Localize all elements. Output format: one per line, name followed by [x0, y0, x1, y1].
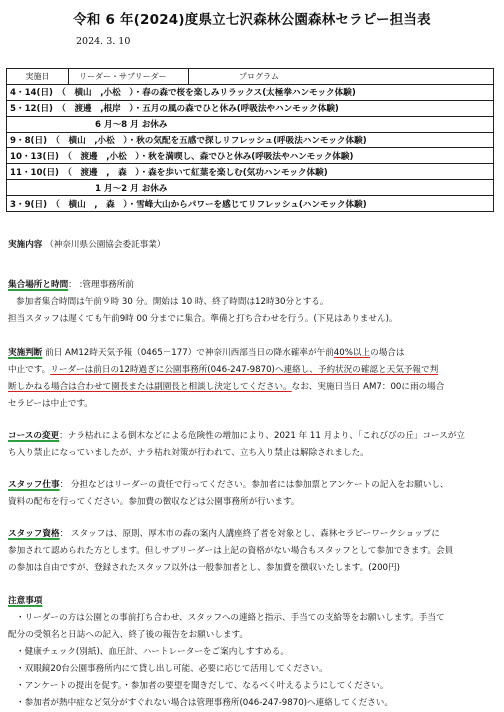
col-date: 実施日: [7, 69, 69, 85]
implementer-label: 実施内容: [8, 240, 43, 250]
meeting-label: 集合場所と時間: [8, 280, 69, 290]
meeting-line: 担当スタッフは遅くても午前9時 00 分までに集合。準備と打ち合わせを行う。(下見はありません)。: [8, 314, 398, 324]
col-program: プログラム: [189, 69, 494, 85]
leader-contact-note: リーダーは前日の12時過ぎに公園事務所(046-247-9870)へ連絡し、予約状況の確認と天気予報で判: [50, 365, 439, 375]
meeting-section: [8, 277, 498, 328]
notes-section: [8, 593, 498, 712]
schedule-row: 1 月～2 月 お休み: [7, 180, 494, 196]
note-item: 配分の受領名と日誌への記入、終了後の報告をお願いします。: [8, 630, 248, 640]
staff-qualification-label: スタッフ資格: [8, 529, 60, 539]
implementer-section: [8, 237, 498, 254]
staff-work-label: スタッフ仕事: [8, 480, 60, 490]
implementer-text: （神奈川県公園協会委託事業）: [45, 240, 166, 250]
col-leader: リーダー・サブリーダー: [69, 69, 189, 85]
notes-label: 注意事項: [8, 596, 43, 606]
schedule-row: 5・12(日) （ 渡邊 ,根岸 ）・五月の風の森でひと休み(呼吸法やハンモック体験): [7, 100, 494, 116]
note-item: ・アンケートの提出を促す。・参加者の要望を聞きだして、なるべく叶えるようにしてください。: [16, 681, 389, 691]
page-title: 令和 6 年(2024)度県立七沢森林公園森林セラピー担当表: [73, 12, 431, 28]
note-item: ・参加者が熱中症など気分がすぐれない場合は管理事務所(046-247-9870)へ連絡してください。: [16, 698, 393, 708]
schedule-row: 6 月～8 月 お休み: [7, 116, 494, 132]
staff-qualification-section: スタッフ資格： スタッフは、原則、厚木市の森の案内人講座終了者を対象とし、森林セラピーワークショップに 参加されて認められた方とします。但しサブリーダーは上記の資格がない場合もスタッフとして参加できます。会員 の参加は自由ですが、登録されたスタッフ以外は一般参加者とし、参加費を徴収いたします。(200円): [8, 529, 454, 573]
decision-label: 実施判断: [8, 348, 43, 358]
schedule-row: 11・10(日) （ 渡邊 , 森 ）・森を歩いて紅葉を楽しむ(気功ハンモック体験): [7, 164, 494, 180]
rain-threshold: 40%以上: [333, 348, 371, 358]
note-item: ・双眼鏡20台公園事務所内にて貸し出し可能、必要に応じて活用してください。: [16, 664, 328, 674]
decision-section: 実施判断 前日 AM12時天気予報（0465－177）で神奈川西部当日の降水確率が午前40%以上の場合は 中止です。リーダーは前日の12時過ぎに公園事務所(046-247-9870)へ連絡し、予約状況の確認と天気予報で判 断しかねる場合は合わせて園長または副園長と相談し決定してください。なお、実施日当日 AM7：00に雨の場合 セラピーは中止です。: [8, 348, 445, 409]
schedule-row: 3・9(日) （ 横山 , 森 ）・雪峰大山からパワーを感じてリフレッシュ(ハンモック体験): [7, 196, 494, 212]
meeting-place: ： :管理事務所前: [68, 280, 134, 290]
document-date: 2024. 3. 10: [76, 36, 131, 47]
schedule-table: [6, 68, 494, 212]
schedule-row: 4・14(日) （ 横山 ,小松 ）・春の森で桜を楽しみリラックス(太極拳ハンモック体験): [7, 84, 494, 100]
course-label: コースの変更: [8, 431, 60, 441]
note-item: ・健康チェック(別紙)、血圧計、ハートレーターをご案内しすすめる。: [16, 647, 289, 657]
schedule-row: 10・13(日) （ 渡邊 ,小松 ）・秋を満喫し、森でひと休み(呼吸法やハンモック体験): [7, 148, 494, 164]
staff-work-section: スタッフ仕事： 分担などはリーダーの責任で行ってください。参加者には参加票とアンケートの記入をお願いし、 資料の配布を行ってください。参加費の徴収などは公園事務所が行います。: [8, 480, 449, 507]
schedule-row: 9・8(日) （ 横山 ,小松 ）・秋の気配を五感で探しリフレッシュ(呼吸法ハンモック体験): [7, 132, 494, 148]
leader-consult-note: 断しかねる場合は合わせて園長または副園長と相談し決定してください。: [8, 382, 292, 392]
schedule-header-row: [7, 69, 494, 85]
note-item: ・リーダーの方は公園との事前打ち合わせ、スタッフへの連絡と指示、手当ての支給等をお願いします。手当て: [16, 613, 445, 623]
course-section: コースの変更：ナラ枯れによる倒木などによる危険性の増加により、2021 年 11 月より、「これびびの丘」コースが立 ち入り禁止になっていましたが、ナラ枯れ対策が行われて、立ち入り禁止は解除されました。: [8, 431, 465, 458]
meeting-line: 参加者集合時間は午前９時 30 分。開始は 10 時、終了時間は12時30分とする。: [16, 297, 329, 307]
